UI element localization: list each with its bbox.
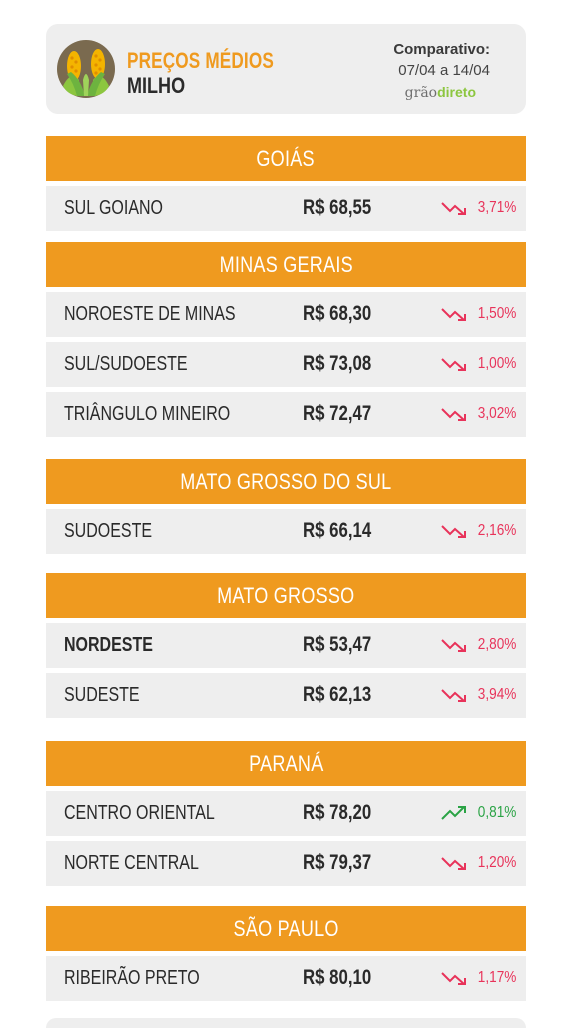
price-value: R$ 68,30 <box>303 302 372 325</box>
table-row <box>46 342 526 387</box>
region-name: SUDOESTE <box>64 520 153 542</box>
change-percent: 3,94% <box>477 686 516 703</box>
table-row <box>46 186 526 231</box>
price-value: R$ 53,47 <box>303 633 372 656</box>
price-value: R$ 73,08 <box>303 352 372 375</box>
price-value: R$ 66,14 <box>303 519 372 542</box>
change-percent: 3,02% <box>477 405 516 422</box>
trend-down-icon <box>441 523 468 539</box>
state-name: MATO GROSSO <box>217 582 355 608</box>
price-value: R$ 79,37 <box>303 851 372 874</box>
trend-down-icon <box>441 637 468 653</box>
region-name: TRIÂNGULO MINEIRO <box>64 403 231 425</box>
trend-down-icon <box>441 356 468 372</box>
change-indicator <box>441 636 516 654</box>
region-name: NOROESTE DE MINAS <box>64 303 236 325</box>
section-header <box>46 136 526 181</box>
state-name: MINAS GERAIS <box>219 251 353 277</box>
section-minas-gerais <box>46 242 526 437</box>
price-value: R$ 80,10 <box>303 966 372 989</box>
change-indicator <box>441 686 516 704</box>
section-header <box>46 906 526 951</box>
table-row <box>46 509 526 554</box>
change-indicator <box>441 199 516 217</box>
table-row <box>46 623 526 668</box>
change-percent: 1,17% <box>477 969 516 986</box>
section-header <box>46 459 526 504</box>
change-percent: 1,20% <box>477 854 516 871</box>
region-name: SUDESTE <box>64 684 140 706</box>
change-percent: 1,50% <box>477 305 516 322</box>
table-row <box>46 841 526 886</box>
report-title: PREÇOS MÉDIOS <box>127 48 274 73</box>
trend-down-icon <box>441 970 468 986</box>
section-parana <box>46 741 526 886</box>
change-indicator <box>441 854 516 872</box>
change-indicator <box>441 804 516 822</box>
brand-part-2: direto <box>437 84 476 100</box>
change-indicator <box>441 522 516 540</box>
report-header <box>46 24 526 114</box>
price-value: R$ 68,55 <box>303 196 372 219</box>
price-value: R$ 72,47 <box>303 402 372 425</box>
section-goias <box>46 136 526 231</box>
state-name: PARANÁ <box>248 750 324 776</box>
change-percent: 0,81% <box>477 804 516 821</box>
table-row <box>46 392 526 437</box>
state-name: MATO GROSSO DO SUL <box>180 468 392 494</box>
change-percent: 3,71% <box>477 199 516 216</box>
section-sao-paulo <box>46 906 526 1001</box>
section-header <box>46 573 526 618</box>
region-name: RIBEIRÃO PRETO <box>64 967 200 989</box>
table-row <box>46 791 526 836</box>
table-row <box>46 956 526 1001</box>
change-percent: 1,00% <box>477 355 516 372</box>
region-name: NORDESTE <box>64 634 153 656</box>
price-value: R$ 78,20 <box>303 801 372 824</box>
footer-strip <box>46 1018 526 1028</box>
region-name: SUL GOIANO <box>64 197 163 219</box>
trend-down-icon <box>441 855 468 871</box>
comparative-label: Comparativo: <box>393 41 490 58</box>
state-name: GOIÁS <box>256 145 316 171</box>
price-value: R$ 62,13 <box>303 683 372 706</box>
change-indicator <box>441 969 516 987</box>
trend-down-icon <box>441 406 468 422</box>
change-indicator <box>441 305 516 323</box>
corn-icon <box>57 40 115 98</box>
brand-part-1: grão <box>404 85 438 101</box>
state-name: SÃO PAULO <box>233 915 339 941</box>
region-name: SUL/SUDOESTE <box>64 353 188 375</box>
change-indicator <box>441 405 516 423</box>
change-percent: 2,16% <box>477 522 516 539</box>
trend-down-icon <box>441 687 468 703</box>
section-header <box>46 741 526 786</box>
region-name: NORTE CENTRAL <box>64 852 199 874</box>
section-mato-grosso-do-sul <box>46 459 526 554</box>
change-percent: 2,80% <box>477 636 516 653</box>
trend-up-icon <box>441 805 468 821</box>
section-mato-grosso <box>46 573 526 718</box>
commodity-name: MILHO <box>127 73 186 98</box>
brand-logo <box>405 84 476 101</box>
trend-down-icon <box>441 306 468 322</box>
trend-down-icon <box>441 200 468 216</box>
table-row <box>46 673 526 718</box>
region-name: CENTRO ORIENTAL <box>64 802 215 824</box>
change-indicator <box>441 355 516 373</box>
table-row <box>46 292 526 337</box>
section-header <box>46 242 526 287</box>
comparative-dates: 07/04 a 14/04 <box>398 62 490 79</box>
